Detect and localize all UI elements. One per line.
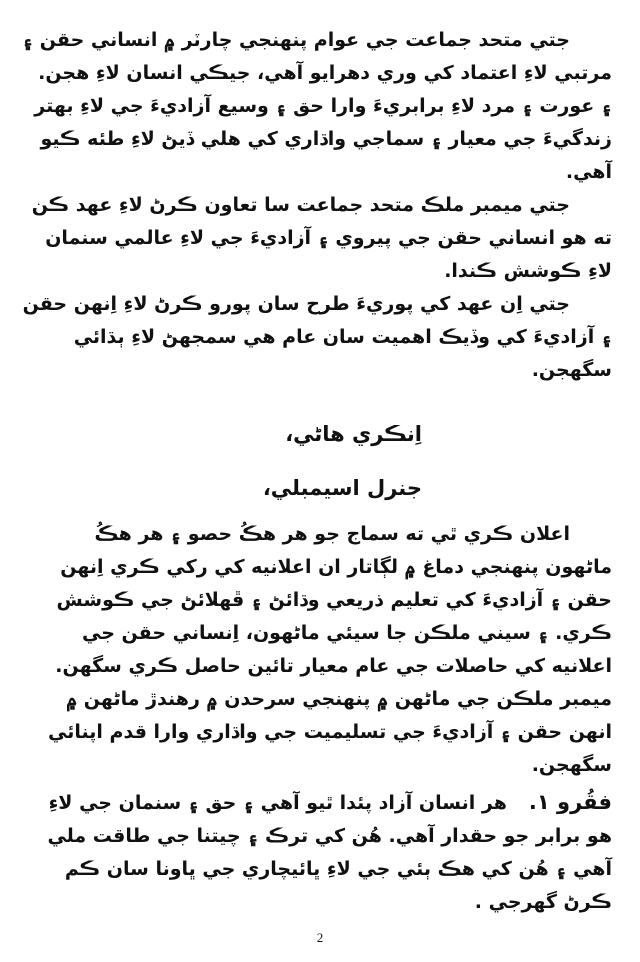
article-1-title: فقُرو ١. (528, 790, 612, 814)
article-1-paragraph (22, 786, 612, 919)
heading-block (22, 418, 612, 450)
heading-general-assembly: جنرل اسيمبلي، (262, 476, 422, 500)
article-block (22, 786, 612, 919)
page-number: 2 (316, 930, 324, 945)
proclamation-paragraph: اعلان ڪري ٿي ته سماج جو هر هڪُ حصو ۽ هر هڪُ ماڻهون پنهنجي دماغ ۾ لڳاتار ان اعلانيه کي رکي ڪري اِنهن حقن ۽ آزاديءَ کي تعليم ذريعي وڌائڻ ۽ ڦهلائڻ جي ڪوشش ڪري. ۽ سيني ملڪن جا سيئي ماڻهون، اِنساني حقن جي اعلانيه کي حاصلات جي عام معيار تائين حاصل ڪري سگهن. ميمبر ملڪن جي ماڻهن ۾ پنهنجي سرحدن ۾ رهندڙ ماڻهن ۾ انهن حقن ۽ آزاديءَ جي تسليميت جي واڌاري وارا قدم اپنائي سگهجن. (48, 523, 612, 776)
article-1-body: هر انسان آزاد پئدا ٿيو آهي ۽ حق ۽ سنمان جي لاءِ هو برابر جو حقدار آهي. هُن کي ترڪ ۽ چيتنا جي طاقت ملي آهي ۽ هُن کي هڪ ٻئي جي لاءِ ڀائيچاري جي ڀاونا سان ڪم ڪرڻ گهرجي . (47, 792, 612, 913)
preamble-paragraph-1: جتي متحد جماعت جي عوام پنهنجي چارٽر ۾ انساني حقن ۽ مرتبي لاءِ اعتماد کي وري دهرايو آهي، جيڪي انسان لاءِ هجن. ۽ عورت ۽ مرد لاءِ برابريءَ وارا حق ۽ وسيع آزاديءَ جي لاءِ بهتر زندگيءَ جي معيار ۽ سماجي واڌاري کي هلي ڏيڻ لاءِ طئه ڪيو آهي. (22, 29, 612, 183)
proclamation-block (22, 518, 612, 782)
heading-therefore: اِنڪري هاڻي، (285, 422, 422, 446)
preamble-paragraph-2: جتي ميمبر ملڪ متحد جماعت سا تعاون ڪرڻ لاءِ عهد ڪن ته هو انساني حقن جي پيروي ۽ آزاديءَ جي لاءِ عالمي سنمان لاءِ ڪوشش ڪندا. (31, 194, 612, 282)
heading-block-2 (22, 472, 612, 504)
preamble-paragraph-3: جتي اِن عهد کي پوريءَ طرح سان پورو ڪرڻ لاءِ اِنهن حقن ۽ آزاديءَ کي وڏيڪ اهميت سان عام هي سمجهڻ لاءِ ٻڌائي سگهجن. (22, 293, 612, 381)
preamble-block (22, 24, 612, 387)
